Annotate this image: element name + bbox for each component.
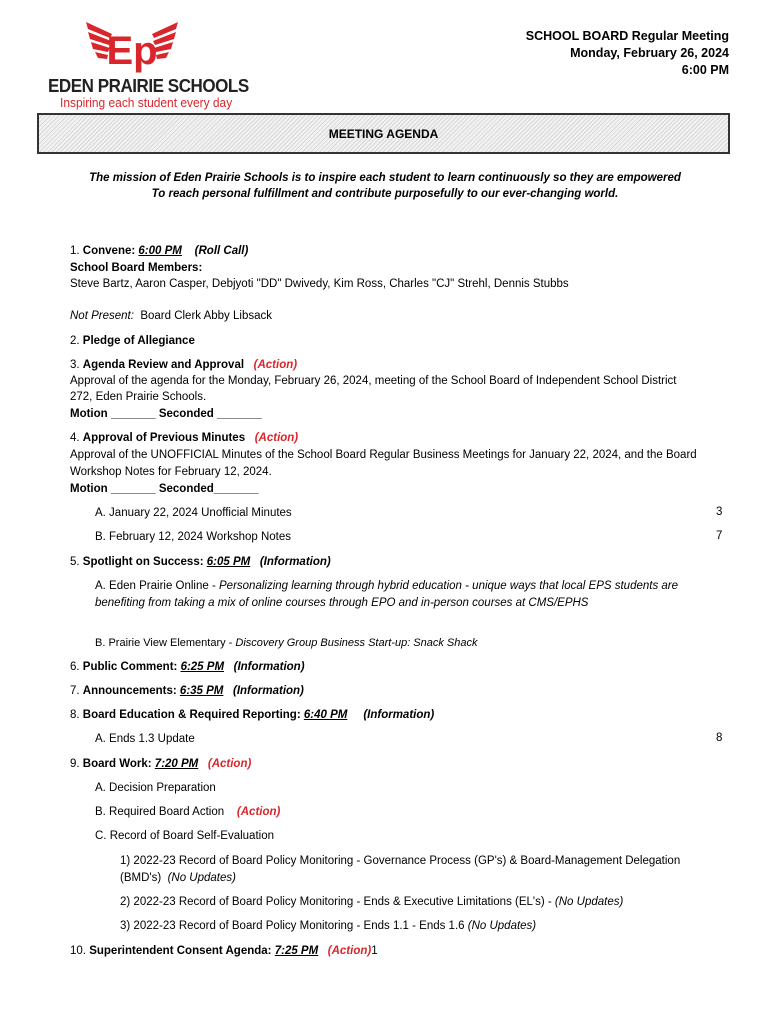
logo-tagline: Inspiring each student every day: [60, 95, 233, 110]
item-5-spotlight: 5. Spotlight on Success: 6:05 PM (Information): [70, 556, 331, 568]
item-3-motion: Motion _______ Seconded _______: [70, 408, 262, 420]
mission-line-1: The mission of Eden Prairie Schools is to inspire each student to learn continuously so they are empowered: [89, 172, 681, 184]
item-3-agenda-review: 3. Agenda Review and Approval (Action): [70, 359, 298, 371]
item-4a-minutes: A. January 22, 2024 Unofficial Minutes: [95, 507, 292, 519]
eden-prairie-wings-logo: [84, 16, 180, 74]
item-8a-ends-update: A. Ends 1.3 Update: [95, 733, 195, 745]
item-9c-self-evaluation: C. Record of Board Self-Evaluation: [95, 830, 274, 842]
members-label: School Board Members:: [70, 262, 203, 274]
item-9c2: 2) 2022-23 Record of Board Policy Monitoring - Ends & Executive Limitations (EL's) - (No Updates): [120, 896, 624, 908]
item-7-announcements: 7. Announcements: 6:35 PM (Information): [70, 685, 304, 697]
item-5a-line-1: A. Eden Prairie Online - Personalizing learning through hybrid education - unique ways that local EPS students are: [95, 580, 679, 592]
item-4b-page: 7: [716, 530, 723, 542]
item-9b-required-action: B. Required Board Action (Action): [95, 806, 281, 818]
item-8-board-education: 8. Board Education & Required Reporting: 6:40 PM (Information): [70, 709, 435, 721]
members-list: Steve Bartz, Aaron Casper, Debjyoti "DD" Dwivedy, Kim Ross, Charles "CJ" Strehl, Dennis Stubbs: [70, 278, 569, 290]
mission-line-2: To reach personal fulfillment and contribute purposefully to our ever-changing world.: [151, 188, 619, 200]
meeting-date: Monday, February 26, 2024: [570, 46, 729, 60]
item-4-text-1: Approval of the UNOFFICIAL Minutes of the School Board Regular Business Meetings for January 22, 2024, and the Board: [70, 449, 697, 461]
meeting-time: 6:00 PM: [681, 63, 729, 77]
item-1-convene: 1. Convene: 6:00 PM (Roll Call): [70, 245, 249, 257]
item-10-consent-agenda: 10. Superintendent Consent Agenda: 7:25 PM (Action)1: [70, 945, 378, 957]
item-4b-notes: B. February 12, 2024 Workshop Notes: [95, 531, 292, 543]
agenda-title-box: [37, 113, 730, 154]
item-3-text-2: 272, Eden Prairie Schools.: [70, 391, 207, 403]
item-4a-page: 3: [716, 506, 723, 518]
meeting-type: SCHOOL BOARD Regular Meeting: [525, 29, 729, 43]
item-6-public-comment: 6. Public Comment: 6:25 PM (Information): [70, 661, 305, 673]
item-5a-line-2: benefiting from taking a mix of online courses through EPO and in-person courses at CMS/EPHS: [95, 597, 589, 609]
item-8a-page: 8: [716, 732, 723, 744]
item-4-previous-minutes: 4. Approval of Previous Minutes (Action): [70, 432, 299, 444]
item-9c1-line-2: (BMD's) (No Updates): [120, 872, 236, 884]
item-4-motion: Motion _______ Seconded_______: [70, 483, 259, 495]
agenda-title: MEETING AGENDA: [328, 127, 439, 141]
item-9-board-work: 9. Board Work: 7:20 PM (Action): [70, 758, 252, 770]
page-number: 1: [371, 945, 378, 957]
item-5b: B. Prairie View Elementary - Discovery Group Business Start-up: Snack Shack: [95, 637, 478, 649]
item-2-pledge: 2. Pledge of Allegiance: [70, 335, 195, 347]
item-9c1-line-1: 1) 2022-23 Record of Board Policy Monitoring - Governance Process (GP's) & Board-Management Delegation: [120, 855, 681, 867]
logo-name: EDEN PRAIRIE SCHOOLS: [48, 75, 249, 96]
item-4-text-2: Workshop Notes for February 12, 2024.: [70, 466, 272, 478]
logo-letters: Ep: [106, 29, 158, 73]
meeting-header: [526, 28, 729, 79]
item-9c3: 3) 2022-23 Record of Board Policy Monitoring - Ends 1.1 - Ends 1.6 (No Updates): [120, 920, 537, 932]
item-3-text-1: Approval of the agenda for the Monday, February 26, 2024, meeting of the School Board of Independent School District: [70, 375, 677, 387]
not-present: Not Present: Board Clerk Abby Libsack: [70, 310, 272, 322]
item-9a-decision: A. Decision Preparation: [95, 782, 216, 794]
